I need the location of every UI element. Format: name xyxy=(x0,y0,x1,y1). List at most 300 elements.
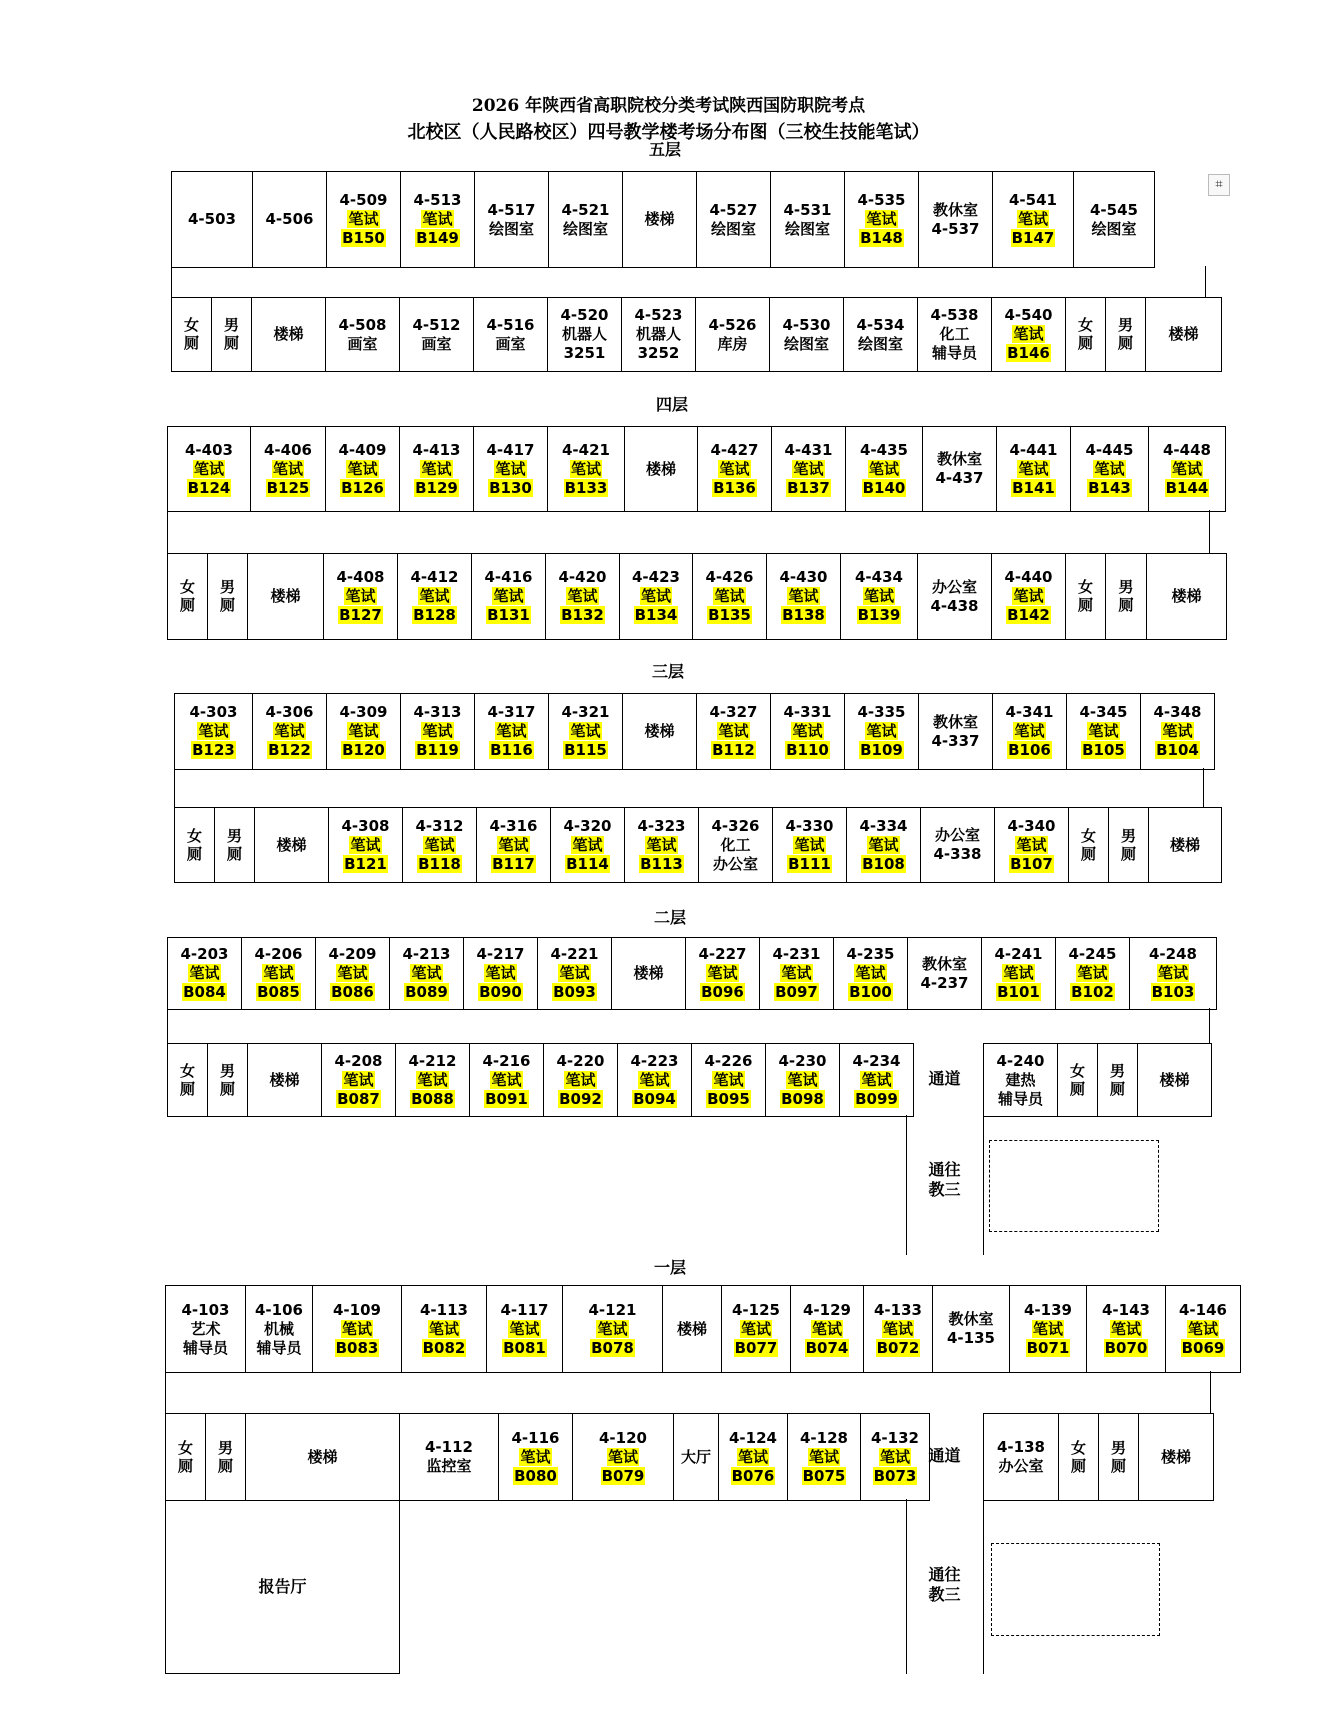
exam-room-cell xyxy=(766,1044,840,1117)
room-cell xyxy=(1149,808,1222,883)
room-number: 4-312 xyxy=(415,816,464,835)
room-number: 4-230 xyxy=(778,1051,827,1070)
room-cell xyxy=(771,172,845,268)
exam-room-cell xyxy=(242,938,316,1010)
room-usage: 画室 xyxy=(421,334,452,353)
exam-type-label: 笔试 xyxy=(793,459,824,478)
top-room-row xyxy=(171,171,1155,268)
room-number: 4-435 xyxy=(860,440,908,459)
exam-room-cell xyxy=(322,1044,396,1117)
restroom-label: 女厕 xyxy=(1081,826,1097,863)
room-number: 4-234 xyxy=(852,1051,901,1070)
room-cell xyxy=(475,172,549,268)
exam-type-label: 笔试 xyxy=(491,1070,522,1089)
room-cell xyxy=(612,938,686,1010)
room-cell xyxy=(1066,298,1106,372)
room-cell xyxy=(208,1044,248,1117)
exam-room-code: B147 xyxy=(1011,229,1055,247)
room-number: 4-445 xyxy=(1085,440,1134,459)
exam-type-label: 笔试 xyxy=(646,835,677,854)
exam-room-code: B130 xyxy=(489,478,532,497)
floor-label: 三层 xyxy=(652,662,685,681)
exam-room-code: B139 xyxy=(857,606,901,624)
room-number: 办公室 xyxy=(931,577,977,596)
room-cell xyxy=(172,298,212,372)
room-cell xyxy=(206,1414,246,1501)
room-number: 4-213 xyxy=(402,945,451,963)
floor-label: 二层 xyxy=(654,908,687,927)
exam-room-cell xyxy=(329,808,403,883)
exam-room-code: B076 xyxy=(731,1466,775,1485)
room-number: 4-231 xyxy=(772,945,821,963)
exam-room-cell xyxy=(398,554,472,640)
exam-room-cell xyxy=(313,1286,402,1373)
room-number: 4-334 xyxy=(859,816,908,835)
room-cell xyxy=(246,1286,313,1373)
room-number: 4-308 xyxy=(341,816,390,835)
exam-type-label: 笔试 xyxy=(567,587,598,605)
room-number: 4-129 xyxy=(803,1300,851,1319)
room-usage: 机器人 xyxy=(561,325,607,343)
exam-room-cell xyxy=(686,938,760,1010)
exam-room-code: B146 xyxy=(1007,344,1050,362)
exam-room-cell xyxy=(499,1414,573,1501)
room-cell xyxy=(770,298,844,372)
exam-type-label: 笔试 xyxy=(341,1319,372,1338)
room-number: 楼梯 xyxy=(1171,587,1202,605)
exam-room-code: B106 xyxy=(1008,741,1051,759)
room-number: 4-313 xyxy=(413,703,462,721)
to-building-three-label: 通往 教三 xyxy=(928,1565,961,1604)
top-room-row xyxy=(167,937,1217,1010)
exam-room-code: B104 xyxy=(1156,741,1199,759)
room-usage: 绘图室 xyxy=(562,219,608,238)
exam-type-label: 笔试 xyxy=(570,722,601,740)
exam-room-cell xyxy=(1087,1286,1166,1373)
room-usage: 艺术 xyxy=(190,1319,221,1338)
room-cell xyxy=(933,1286,1010,1373)
exam-room-cell xyxy=(477,808,551,883)
floor-label: 四层 xyxy=(656,395,689,414)
room-cell xyxy=(400,1414,499,1501)
annex-outline xyxy=(991,1543,1160,1636)
exam-room-cell xyxy=(1067,694,1141,770)
exam-type-label: 笔试 xyxy=(713,1070,744,1089)
exam-room-code: B134 xyxy=(634,606,678,624)
room-number: 4-513 xyxy=(413,191,462,209)
exam-type-label: 笔试 xyxy=(794,835,825,854)
room-cell xyxy=(622,298,696,372)
room-number: 4-139 xyxy=(1024,1300,1072,1319)
exam-room-code: B129 xyxy=(415,478,458,497)
exam-room-cell xyxy=(401,172,475,268)
room-cell xyxy=(215,808,255,883)
restroom-label: 女厕 xyxy=(180,1061,196,1098)
exam-type-label: 笔试 xyxy=(520,1447,551,1466)
room-cell xyxy=(175,808,215,883)
exam-room-cell xyxy=(992,554,1066,640)
exam-room-code: B075 xyxy=(802,1466,846,1485)
exam-room-cell xyxy=(251,427,326,512)
corridor xyxy=(167,1008,1210,1043)
exam-type-label: 笔试 xyxy=(714,587,745,605)
bottom-room-row xyxy=(171,297,1222,372)
exam-type-label: 笔试 xyxy=(421,459,452,478)
exam-room-code: B118 xyxy=(418,854,461,873)
room-usage: 建热 xyxy=(1005,1070,1036,1089)
exam-room-cell xyxy=(563,1286,663,1373)
room-usage: 绘图室 xyxy=(488,219,534,238)
exam-type-label: 笔试 xyxy=(570,459,601,478)
restroom-label: 女厕 xyxy=(1078,578,1094,614)
room-usage: 辅导员 xyxy=(256,1338,302,1357)
room-number: 4-409 xyxy=(338,440,387,459)
room-usage: 库房 xyxy=(717,334,748,353)
exam-room-cell xyxy=(175,694,253,770)
exam-room-code: B135 xyxy=(708,606,751,624)
restroom-label: 女厕 xyxy=(1078,316,1094,352)
exam-room-code: B092 xyxy=(559,1089,602,1108)
exam-room-cell xyxy=(549,694,623,770)
room-cell xyxy=(919,694,993,770)
room-usage: 4-135 xyxy=(947,1329,995,1347)
exam-room-code: B128 xyxy=(413,606,456,624)
exam-room-cell xyxy=(551,808,625,883)
room-number: 4-530 xyxy=(782,315,831,334)
exam-room-code: B103 xyxy=(1151,983,1195,1001)
exam-room-cell xyxy=(474,427,548,512)
exam-type-label: 笔试 xyxy=(1032,1319,1063,1338)
exam-room-code: B136 xyxy=(713,478,756,497)
to-building-three-label: 通往 教三 xyxy=(928,1160,961,1199)
room-usage: 办公室 xyxy=(998,1457,1044,1475)
corridor xyxy=(174,768,1204,807)
exam-room-code: B080 xyxy=(514,1466,557,1485)
room-number: 4-245 xyxy=(1068,945,1117,963)
room-number: 4-412 xyxy=(410,568,459,586)
room-number: 4-403 xyxy=(185,440,233,459)
exam-type-label: 笔试 xyxy=(1077,964,1108,982)
exam-room-code: B113 xyxy=(640,854,683,873)
exam-type-label: 笔试 xyxy=(1013,587,1044,605)
exam-room-code: B126 xyxy=(341,478,384,497)
room-usage: 辅导员 xyxy=(182,1338,228,1357)
exam-room-code: B133 xyxy=(564,478,608,497)
room-number: 4-541 xyxy=(1009,191,1057,209)
room-usage: 4-437 xyxy=(935,469,984,487)
exam-type-label: 笔试 xyxy=(559,964,590,982)
exam-room-cell xyxy=(847,808,921,883)
room-usage: 化工 xyxy=(939,325,970,343)
room-cell xyxy=(1074,172,1155,268)
room-number: 4-441 xyxy=(1009,440,1058,459)
wall-line xyxy=(983,1115,984,1255)
exam-room-cell xyxy=(625,808,699,883)
passage-label: 通道 xyxy=(928,1069,961,1088)
room-number: 4-106 xyxy=(255,1300,303,1319)
room-number: 4-116 xyxy=(511,1428,560,1447)
exam-room-code: B095 xyxy=(707,1089,750,1108)
bottom-room-row xyxy=(174,807,1222,883)
exam-room-code: B083 xyxy=(335,1338,379,1357)
room-usage: 3252 xyxy=(637,344,680,362)
exam-room-cell xyxy=(253,694,327,770)
exam-room-cell xyxy=(400,427,474,512)
exam-type-label: 笔试 xyxy=(788,587,819,605)
exam-type-label: 笔试 xyxy=(1162,722,1193,740)
room-number: 办公室 xyxy=(934,826,980,844)
exam-type-label: 笔试 xyxy=(792,722,823,740)
room-cell xyxy=(168,554,208,640)
room-number: 楼梯 xyxy=(1160,1447,1191,1466)
exam-type-label: 笔试 xyxy=(485,964,516,982)
bottom-room-row-left xyxy=(167,1043,914,1117)
exam-room-cell xyxy=(992,298,1066,372)
room-cell xyxy=(844,298,918,372)
room-cell xyxy=(623,172,697,268)
exam-room-code: B093 xyxy=(553,983,596,1001)
exam-room-cell xyxy=(1149,427,1226,512)
room-cell xyxy=(166,1414,206,1501)
exam-type-label: 笔试 xyxy=(863,587,894,605)
exam-room-cell xyxy=(788,1414,861,1501)
room-cell xyxy=(400,298,474,372)
room-number: 4-430 xyxy=(779,568,828,586)
room-cell xyxy=(1069,808,1109,883)
room-usage: 4-237 xyxy=(920,973,969,992)
exam-type-label: 笔试 xyxy=(572,835,603,854)
exam-room-code: B087 xyxy=(337,1089,380,1108)
exam-room-code: B071 xyxy=(1026,1338,1070,1357)
room-number: 4-506 xyxy=(265,210,314,228)
room-number: 4-125 xyxy=(732,1300,780,1319)
exam-type-label: 笔试 xyxy=(565,1070,596,1089)
exam-room-code: B117 xyxy=(492,854,535,873)
room-cell xyxy=(212,298,252,372)
room-number: 4-138 xyxy=(997,1438,1045,1456)
room-cell xyxy=(697,172,771,268)
room-number: 4-523 xyxy=(634,306,683,324)
exam-room-code: B108 xyxy=(862,854,905,873)
room-number: 4-143 xyxy=(1102,1300,1150,1319)
annex-outline xyxy=(989,1140,1159,1232)
exam-room-cell xyxy=(403,808,477,883)
exam-type-label: 笔试 xyxy=(866,722,897,740)
room-number: 4-226 xyxy=(704,1051,753,1070)
room-cell xyxy=(699,808,773,883)
exam-room-cell xyxy=(1071,427,1149,512)
restroom-label: 女厕 xyxy=(1071,1438,1087,1475)
room-usage: 4-337 xyxy=(931,731,980,750)
room-number: 4-348 xyxy=(1153,703,1202,721)
exam-type-label: 笔试 xyxy=(509,1319,540,1338)
restroom-label: 女厕 xyxy=(180,578,196,614)
room-usage: 机械 xyxy=(263,1319,294,1338)
exam-type-label: 笔试 xyxy=(428,1319,459,1338)
exam-room-cell xyxy=(1056,938,1130,1010)
exam-room-cell xyxy=(168,938,242,1010)
exam-room-code: B079 xyxy=(601,1466,645,1485)
exam-room-cell xyxy=(327,694,401,770)
exam-room-code: B111 xyxy=(788,854,831,873)
room-number: 4-426 xyxy=(705,568,754,586)
exam-room-code: B089 xyxy=(405,983,448,1001)
exam-room-cell xyxy=(840,1044,914,1117)
exam-type-label: 笔试 xyxy=(787,1070,818,1089)
room-cell xyxy=(172,172,253,268)
corridor xyxy=(171,266,1206,297)
exam-type-label: 笔试 xyxy=(866,210,897,228)
room-number: 4-124 xyxy=(729,1428,777,1447)
room-number: 楼梯 xyxy=(269,1070,300,1089)
exam-type-label: 笔试 xyxy=(498,835,529,854)
room-number: 4-512 xyxy=(412,315,461,334)
exam-room-cell xyxy=(538,938,612,1010)
exam-type-label: 笔试 xyxy=(348,210,379,228)
screenshot-icon[interactable]: ⌗ xyxy=(1208,174,1230,196)
exam-room-code: B109 xyxy=(860,741,903,759)
exam-room-cell xyxy=(846,427,923,512)
room-number: 4-323 xyxy=(637,816,686,835)
exam-room-cell xyxy=(772,427,846,512)
exam-room-cell xyxy=(472,554,546,640)
room-number: 4-434 xyxy=(855,568,903,586)
exam-type-label: 笔试 xyxy=(274,722,305,740)
room-usage: 4-438 xyxy=(930,596,979,615)
room-usage: 机器人 xyxy=(635,325,681,343)
room-cell xyxy=(1147,554,1227,640)
room-number: 4-440 xyxy=(1004,568,1053,586)
room-number: 4-503 xyxy=(188,210,236,228)
exam-type-label: 笔试 xyxy=(1018,459,1049,478)
room-cell xyxy=(623,694,697,770)
room-cell xyxy=(474,298,548,372)
exam-type-label: 笔试 xyxy=(193,459,224,478)
exam-type-label: 笔试 xyxy=(189,964,220,982)
room-number: 4-423 xyxy=(632,568,680,586)
room-number: 4-535 xyxy=(857,191,906,209)
room-cell xyxy=(908,938,982,1010)
room-number: 4-413 xyxy=(412,440,461,459)
exam-room-code: B143 xyxy=(1088,478,1131,497)
exam-room-code: B084 xyxy=(183,983,226,1001)
room-number: 4-109 xyxy=(333,1300,381,1319)
exam-room-cell xyxy=(841,554,918,640)
room-usage: 画室 xyxy=(347,334,378,353)
room-number: 4-128 xyxy=(800,1428,848,1447)
exam-room-cell xyxy=(791,1286,864,1373)
exam-room-code: B086 xyxy=(331,983,374,1001)
room-number: 4-240 xyxy=(996,1051,1045,1070)
exam-type-label: 笔试 xyxy=(350,835,381,854)
room-number: 4-146 xyxy=(1179,1300,1227,1319)
exam-room-cell xyxy=(620,554,693,640)
room-usage: 监控室 xyxy=(426,1457,472,1475)
exam-room-cell xyxy=(1130,938,1217,1010)
exam-room-code: B082 xyxy=(422,1338,466,1357)
restroom-label: 男厕 xyxy=(220,578,236,614)
room-cell xyxy=(1098,1044,1138,1117)
exam-type-label: 笔试 xyxy=(417,1070,448,1089)
exam-room-cell xyxy=(722,1286,791,1373)
room-number: 4-340 xyxy=(1007,816,1056,835)
exam-type-label: 笔试 xyxy=(411,964,442,982)
restroom-label: 女厕 xyxy=(178,1438,194,1475)
exam-room-code: B140 xyxy=(862,478,906,497)
exam-room-code: B131 xyxy=(487,606,530,624)
exam-room-code: B094 xyxy=(633,1089,676,1108)
room-number: 4-509 xyxy=(339,191,388,209)
room-cell xyxy=(255,808,329,883)
exam-room-code: B141 xyxy=(1012,478,1055,497)
room-number: 楼梯 xyxy=(273,325,304,343)
exam-room-cell xyxy=(698,427,772,512)
room-number: 4-103 xyxy=(181,1300,230,1319)
exam-room-cell xyxy=(464,938,538,1010)
exam-type-label: 笔试 xyxy=(337,964,368,982)
room-number: 4-520 xyxy=(560,306,609,324)
restroom-label: 女厕 xyxy=(187,826,203,863)
room-number: 4-534 xyxy=(856,315,905,334)
exam-room-code: B074 xyxy=(805,1338,849,1357)
room-number: 楼梯 xyxy=(645,459,676,478)
exam-type-label: 笔试 xyxy=(882,1319,913,1338)
room-cell xyxy=(326,298,400,372)
exam-type-label: 笔试 xyxy=(198,722,229,740)
room-number: 4-545 xyxy=(1090,200,1138,219)
room-number: 4-417 xyxy=(486,440,535,459)
exam-room-code: B101 xyxy=(997,983,1040,1001)
exam-room-code: B097 xyxy=(775,983,818,1001)
room-cell xyxy=(919,172,993,268)
exam-room-cell xyxy=(693,554,767,640)
room-number: 楼梯 xyxy=(307,1447,338,1466)
room-number: 4-216 xyxy=(482,1051,531,1070)
room-usage: 绘图室 xyxy=(1091,219,1137,238)
exam-room-code: B144 xyxy=(1165,478,1209,497)
exam-room-code: B142 xyxy=(1007,606,1050,624)
restroom-label: 男厕 xyxy=(224,316,240,352)
exam-type-label: 笔试 xyxy=(640,587,671,605)
room-number: 4-326 xyxy=(711,816,760,835)
exam-room-code: B081 xyxy=(503,1338,546,1357)
exam-room-cell xyxy=(993,172,1074,268)
corridor xyxy=(167,510,1210,553)
exam-room-cell xyxy=(327,172,401,268)
exam-room-cell xyxy=(390,938,464,1010)
room-cell xyxy=(918,298,992,372)
exam-room-code: B070 xyxy=(1104,1338,1148,1357)
exam-room-cell xyxy=(324,554,398,640)
room-number: 4-217 xyxy=(476,945,525,963)
room-number: 4-120 xyxy=(599,1428,647,1447)
room-number: 4-132 xyxy=(871,1428,919,1447)
exam-type-label: 笔试 xyxy=(347,459,378,478)
room-cell xyxy=(696,298,770,372)
exam-room-code: B124 xyxy=(187,478,231,497)
floor-label: 一层 xyxy=(654,1258,687,1277)
exam-room-code: B099 xyxy=(855,1089,898,1108)
room-number: 4-235 xyxy=(846,945,895,963)
exam-room-cell xyxy=(834,938,908,1010)
exam-room-cell xyxy=(401,694,475,770)
bottom-room-row-right xyxy=(983,1413,1214,1501)
exam-room-cell xyxy=(548,427,625,512)
exam-type-label: 笔试 xyxy=(1017,210,1048,228)
room-cell xyxy=(248,554,324,640)
room-number: 4-133 xyxy=(874,1300,922,1319)
room-number: 4-521 xyxy=(561,200,610,219)
